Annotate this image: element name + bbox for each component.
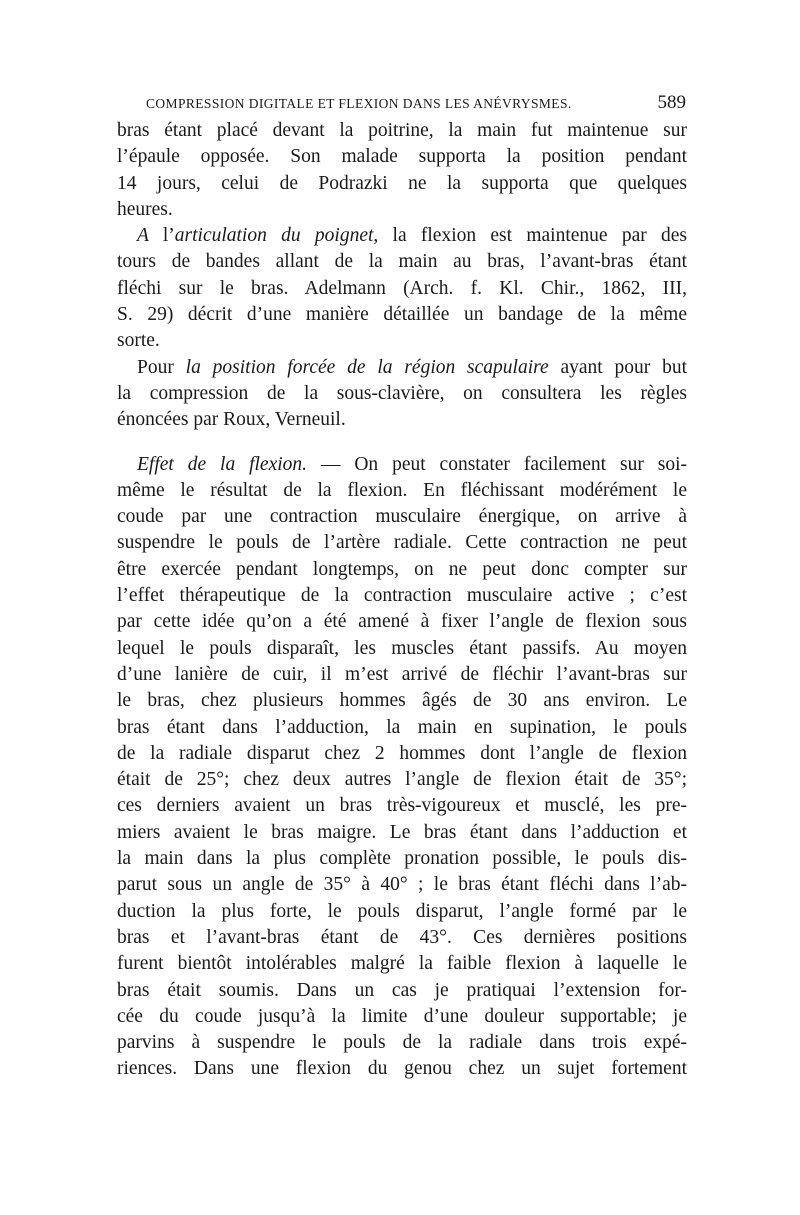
text-run: suspendre le pouls de l’artère radiale. Cette contraction ne peut [117,532,687,554]
text-run: l’effet thérapeutique de la contraction musculaire active ; c’est [117,585,687,607]
text-line [117,767,687,793]
italic-text: A [137,225,163,247]
text-line [117,741,687,767]
page-number: 589 [657,92,686,113]
text-run: heures. [117,198,173,220]
italic-text: articulation du poignet [174,225,374,247]
text-line [117,583,687,609]
text-line [117,249,687,275]
paragraph-gap [117,434,687,452]
text-line [117,197,687,223]
text-line [117,793,687,819]
body-text [117,118,687,1083]
text-run: parut sous un angle de 35° à 40° ; le bras étant fléchi dans l’ab- [117,874,687,896]
text-line [117,872,687,898]
text-line [117,609,687,635]
text-run: être exercée pendant longtemps, on ne peut donc compter sur [117,558,687,580]
text-line [117,171,687,197]
text-line [117,662,687,688]
text-line [117,355,687,381]
text-run: tours de bandes allant de la main au bras, l’avant-bras étant [117,251,687,273]
text-run: bras étant placé devant la poitrine, la main fut maintenue sur [117,120,687,141]
text-run: même le résultat de la flexion. En fléchissant modérément le [117,479,687,501]
text-run: 14 jours, celui de Podrazki ne la supporta que quelques [117,172,687,194]
text-line [117,846,687,872]
text-line [117,636,687,662]
text-line [117,557,687,583]
text-run: sorte. [117,330,160,352]
text-line [117,899,687,925]
text-run: énoncées par Roux, Verneuil. [117,409,346,431]
text-run: miers avaient le bras maigre. Le bras étant dans l’adduction et [117,821,687,843]
text-line [117,925,687,951]
text-run: furent bientôt intolérables malgré la faible flexion à laquelle le [117,953,687,975]
text-run: — On peut constater facilement sur soi- [307,453,687,475]
text-line [117,530,687,556]
text-line [117,715,687,741]
text-line [117,504,687,530]
text-run: l’épaule opposée. Son malade supporta la position pendant [117,146,687,168]
running-title: COMPRESSION DIGITALE ET FLEXION DANS LES ANÉVRYSMES. [146,96,572,111]
text-run: bras était soumis. Dans un cas je pratiquai l’extension for- [117,979,687,1001]
text-line [117,407,687,433]
text-run: bras étant dans l’adduction, la main en supination, le pouls [117,716,687,738]
italic-text: Effet de la flexion. [137,453,308,475]
text-line [117,328,687,354]
text-run: par cette idée qu’on a été amené à fixer l’angle de flexion sous [117,611,687,633]
text-line [117,118,687,144]
text-run: S. 29) décrit d’une manière détaillée un bandage de la même [117,304,687,326]
text-run: duction la plus forte, le pouls disparut, l’angle formé par le [117,900,687,922]
text-run: lequel le pouls disparaît, les muscles étant passifs. Au moyen [117,637,687,659]
text-line [117,1030,687,1056]
italic-text: la position forcée de la région scapulaire [185,356,549,378]
text-run: parvins à suspendre le pouls de la radiale dans trois expé- [117,1032,687,1054]
book-page [117,92,687,1083]
text-line [117,276,687,302]
text-line [117,478,687,504]
text-line [117,1056,687,1082]
text-run: ces derniers avaient un bras très-vigoureux et musclé, les pre- [117,795,687,817]
text-run: d’une lanière de cuir, il m’est arrivé de fléchir l’avant-bras sur [117,663,687,685]
text-run: bras et l’avant-bras étant de 43°. Ces dernières positions [117,926,687,948]
text-line [117,452,687,478]
text-line [117,144,687,170]
text-run: la main dans la plus complète pronation possible, le pouls dis- [117,848,687,870]
text-line [117,978,687,1004]
text-run: la compression de la sous-clavière, on consultera les règles [117,382,687,404]
text-run: l’ [162,225,175,247]
text-line [117,381,687,407]
text-line [117,951,687,977]
text-run: coude par une contraction musculaire énergique, on arrive à [117,506,687,528]
running-head [117,92,687,118]
text-run: ayant pour but [548,356,687,378]
text-run: riences. Dans une flexion du genou chez un sujet fortement [117,1058,687,1080]
text-run: le bras, chez plusieurs hommes âgés de 30 ans environ. Le [117,690,687,712]
text-line [117,820,687,846]
text-run: fléchi sur le bras. Adelmann (Arch. f. Kl. Chir., 1862, III, [117,277,687,299]
text-line [117,1004,687,1030]
text-line [117,688,687,714]
text-run: Pour [137,356,186,378]
text-run: cée du coude jusqu’à la limite d’une douleur supportable; je [117,1005,687,1027]
text-line [117,302,687,328]
text-run: de la radiale disparut chez 2 hommes dont l’angle de flexion [117,742,687,764]
text-run: , la flexion est maintenue par des [373,225,687,247]
text-run: était de 25°; chez deux autres l’angle de flexion était de 35°; [117,769,687,791]
text-line [117,223,687,249]
